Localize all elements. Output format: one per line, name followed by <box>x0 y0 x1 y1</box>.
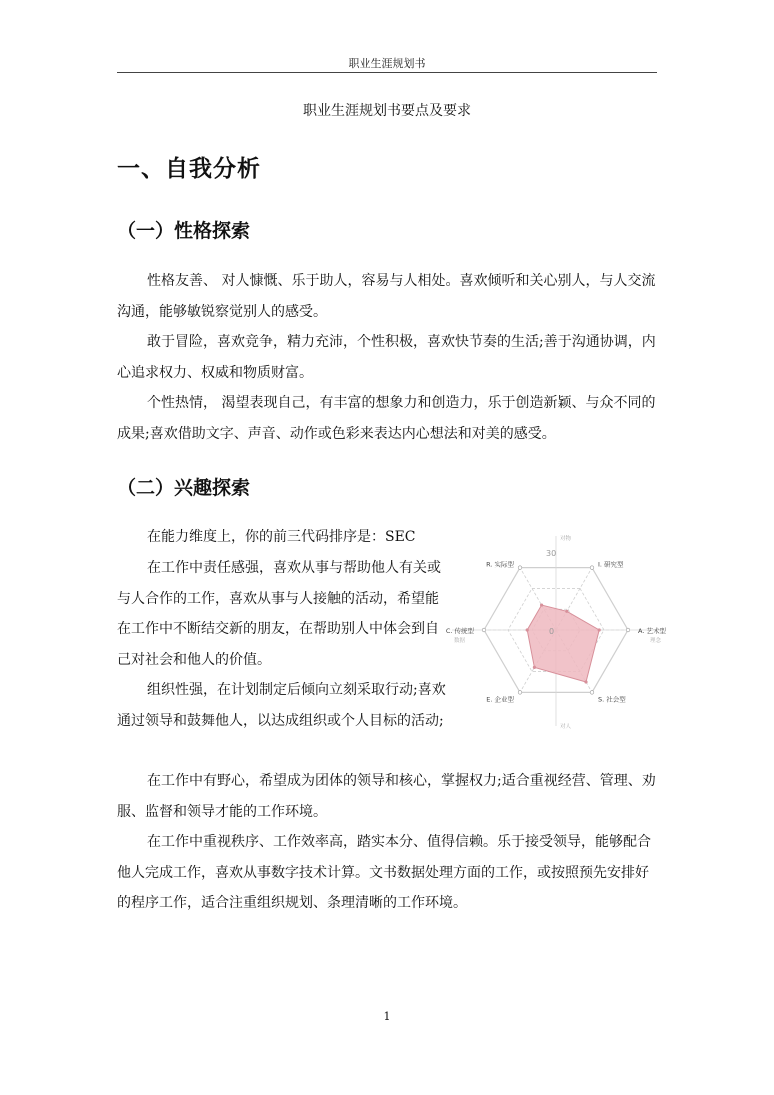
section-heading: 一、自我分析 <box>117 156 261 182</box>
radar-category-label: I. 研究型 <box>598 560 624 569</box>
interest-code-paragraph: 在能力维度上，你的前三代码排序是：SEC <box>147 529 416 545</box>
radar-category-label: A. 艺术型 <box>638 627 666 635</box>
personality-paragraph-2: 敢于冒险，喜欢竞争，精力充沛，个性积极，喜欢快节奏的生活;善于沟通协调，内心追求权力、权威和物质财富。 <box>117 334 656 381</box>
header-divider <box>117 72 657 73</box>
radar-vertex-marker <box>518 566 522 570</box>
radar-vertex-marker <box>518 691 522 695</box>
interest-paragraph-social: 在工作中责任感强，喜欢从事与帮助他人有关或与人合作的工作，喜欢从事与人接触的活动，希望能在工作中不断结交新的朋友，在帮助别人中体会到自己对社会和他人的价值。 <box>117 560 441 668</box>
interest-paragraph-conventional: 在工作中重视秩序、工作效率高，踏实本分、值得信赖。乐于接受领导，能够配合他人完成工作，喜欢从事数字技术计算。文书数据处理方面的工作，或按照预先安排好的程序工作，适合注重组织规划、条理清晰的工作环境。 <box>117 834 651 911</box>
radar-point <box>533 666 536 669</box>
radar-vertex-marker <box>590 566 594 570</box>
personality-paragraph-3: 个性热情， 渴望表现自己，有丰富的想象力和创造力，乐于创造新颖、与众不同的成果;喜欢借助文字、声音、动作或色彩来表达内心想法和对美的感受。 <box>117 395 656 442</box>
radar-vertex-marker <box>482 628 486 632</box>
radar-tick-label: 0 <box>549 627 555 636</box>
radar-series-area <box>527 605 599 682</box>
page-number: 1 <box>383 1010 391 1023</box>
holland-radar-chart <box>445 532 666 732</box>
subsection-heading-personality: （一）性格探索 <box>117 220 251 242</box>
radar-category-label: E. 企业型 <box>486 695 514 704</box>
radar-point <box>584 680 587 683</box>
document-title: 职业生涯规划书要点及要求 <box>303 103 471 119</box>
interest-paragraph-enterprising: 组织性强，在计划制定后倾向立刻采取行动;喜欢通过领导和鼓舞他人，以达成组织或个人目标的活动; <box>117 682 446 729</box>
axis-label-right: 理念 <box>650 638 662 644</box>
radar-category-label: C. 传统型 <box>445 627 474 635</box>
axis-label-bottom: 对人 <box>560 724 572 730</box>
page-header: 职业生涯规划书 <box>348 57 426 70</box>
radar-tick-label: 30 <box>546 549 557 558</box>
radar-vertex-marker <box>590 691 594 695</box>
radar-point <box>526 628 529 631</box>
radar-point <box>598 628 601 631</box>
subsection-heading-interest: （二）兴趣探索 <box>117 477 251 499</box>
radar-category-label: S. 社会型 <box>598 695 626 704</box>
personality-paragraph-1: 性格友善、 对人慷慨、乐于助人，容易与人相处。喜欢倾听和关心别人，与人交流沟通，能够敏锐察觉别人的感受。 <box>117 273 656 320</box>
radar-category-label: R. 实际型 <box>486 560 514 569</box>
radar-point <box>565 610 568 613</box>
interest-paragraph-ambition: 在工作中有野心，希望成为团体的领导和核心，掌握权力;适合重视经营、管理、劝服、监督和领导才能的工作环境。 <box>117 773 656 820</box>
axis-label-left: 数据 <box>454 638 466 644</box>
axis-label-top: 对物 <box>560 536 572 542</box>
radar-vertex-marker <box>626 628 630 632</box>
radar-point <box>540 603 543 606</box>
